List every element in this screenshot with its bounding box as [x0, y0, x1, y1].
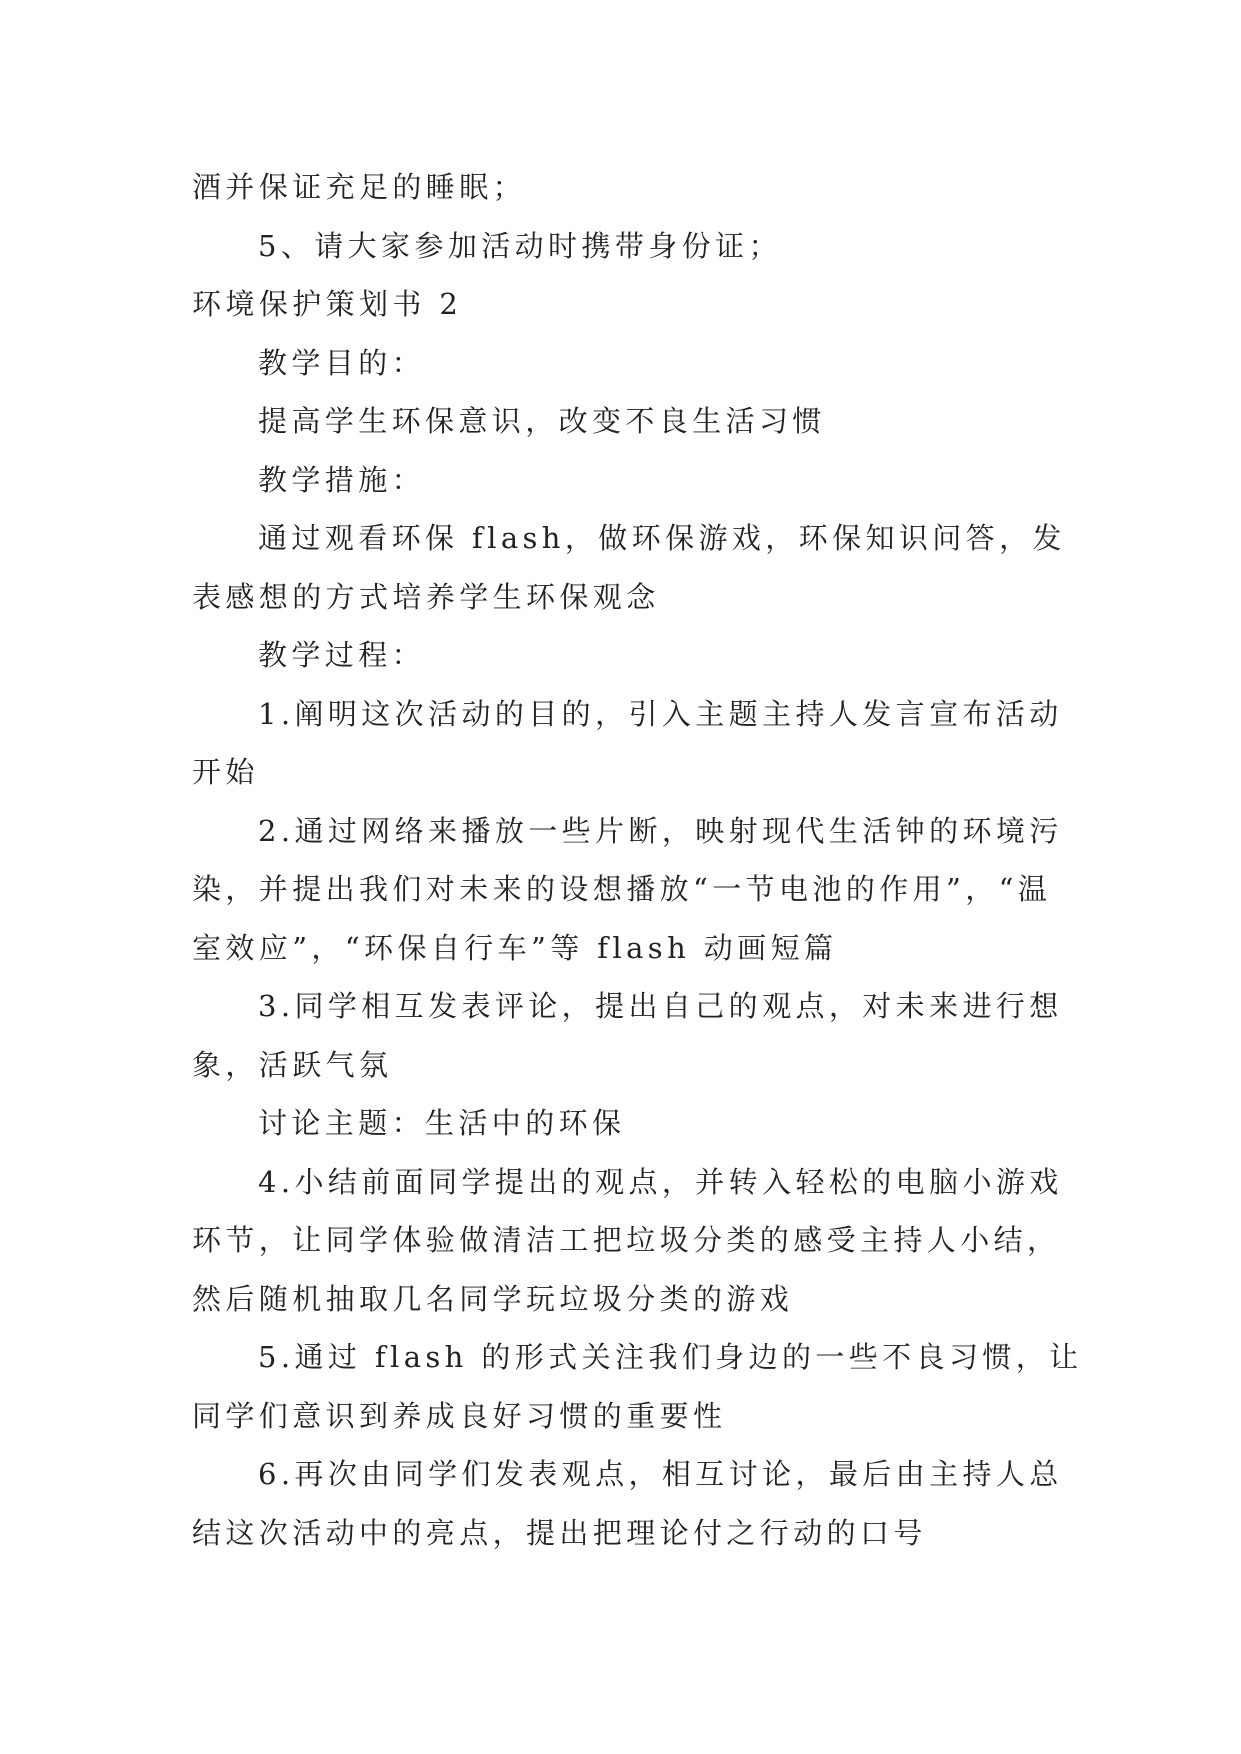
- text-line: 提高学生环保意识，改变不良生活习惯: [258, 404, 826, 438]
- text-line: 教学措施：: [258, 462, 426, 497]
- text-line: 5、请大家参加活动时携带身份证；: [258, 228, 782, 263]
- text-line: 染，并提出我们对未来的设想播放“一节电池的作用”，“温: [192, 872, 1052, 906]
- text-line: 2.通过网络来播放一些片断，映射现代生活钟的环境污: [258, 813, 1063, 848]
- text-line: 讨论主题：生活中的环保: [258, 1106, 626, 1140]
- text-line: 6.再次由同学们发表观点，相互讨论，最后由主持人总: [258, 1457, 1063, 1491]
- text-line: 通过观看环保 flash，做环保游戏，环保知识问答，发: [258, 521, 1066, 555]
- text-line: 酒并保证充足的睡眠；: [192, 170, 527, 204]
- text-line: 开始: [192, 755, 259, 789]
- text-line: 教学目的：: [258, 345, 426, 380]
- text-line: 室效应”，“环保自行车”等 flash 动画短篇: [192, 930, 838, 965]
- text-line: 环节，让同学体验做清洁工把垃圾分类的感受主持人小结，: [192, 1223, 1061, 1257]
- text-line: 5.通过 flash 的形式关注我们身边的一些不良习惯，让: [258, 1340, 1083, 1374]
- text-line: 4.小结前面同学提出的观点，并转入轻松的电脑小游戏: [258, 1164, 1063, 1199]
- text-line: 然后随机抽取几名同学玩垃圾分类的游戏: [192, 1281, 794, 1316]
- text-line: 同学们意识到养成良好习惯的重要性: [192, 1398, 727, 1433]
- text-line: 1.阐明这次活动的目的，引入主题主持人发言宣布活动: [258, 696, 1063, 731]
- text-line: 教学过程：: [258, 638, 426, 672]
- document-body: [192, 158, 1083, 1562]
- section-heading: 环境保护策划书 2: [192, 287, 463, 321]
- text-line: 表感想的方式培养学生环保观念: [192, 579, 660, 614]
- text-line: 象，活跃气氛: [192, 1047, 393, 1082]
- document-page: [192, 158, 1083, 1562]
- text-line: 结这次活动中的亮点，提出把理论付之行动的口号: [192, 1515, 927, 1550]
- text-line: 3.同学相互发表评论，提出自己的观点，对未来进行想: [258, 989, 1063, 1023]
